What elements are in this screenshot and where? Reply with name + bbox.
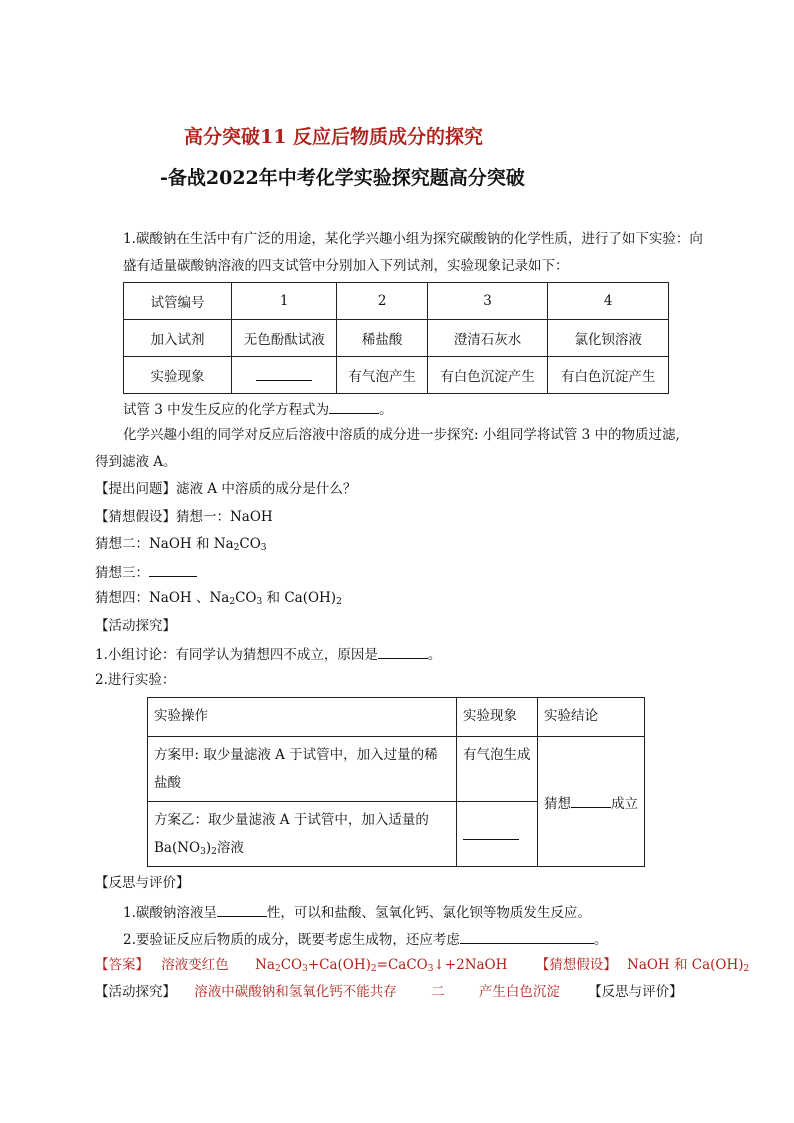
reagent-cell: 无色酚酞试液: [232, 320, 337, 357]
explore-line2: 得到滤液 A。: [95, 454, 177, 470]
discussion-blank[interactable]: [378, 644, 428, 659]
answer-line2: 【活动探究】 溶液中碳酸钠和氢氧化钙不能共存 二 产生白色沉淀 【反思与评价】: [95, 984, 683, 1000]
equation-prompt: 试管 3 中发生反应的化学方程式为 。: [123, 399, 393, 419]
experiment-table: [147, 697, 645, 867]
plan-a-cell: 方案甲: 取少量滤液 A 于试管中，加入过量的稀盐酸: [148, 737, 457, 802]
tube-number: 2: [337, 283, 427, 320]
table-row-header: 试管编号: [124, 283, 232, 320]
page-title: 高分突破11 反应后物质成分的探究: [184, 126, 484, 148]
reagent-cell: 澄清石灰水: [427, 320, 548, 357]
conclusion-cell: 猜想 成立: [538, 737, 645, 867]
reflect-2: 2.要验证反应后物质的成分，既要考虑生成物，还应考虑 。: [123, 929, 607, 949]
plan-b-cell: 方案乙：取少量滤液 A 于试管中，加入适量的 $Ba(NO_3)_2$溶液: [148, 802, 457, 867]
discussion: 1.小组讨论：有同学认为猜想四不成立，原因是 。: [95, 644, 441, 664]
experiment-heading: 2.进行实验：: [95, 672, 176, 688]
tube-number: 4: [548, 283, 669, 320]
table-header: 实验操作: [148, 698, 457, 737]
table-row-header: 加入试剂: [124, 320, 232, 357]
table-row-header: 实验现象: [124, 357, 232, 394]
phenomenon-cell: 有气泡产生: [337, 357, 427, 394]
equation-blank[interactable]: [329, 399, 379, 414]
guess-2: 猜想二：NaOH 和 $Na_2CO_3$: [95, 536, 267, 553]
conclusion-blank[interactable]: [571, 793, 611, 808]
reagent-table: [123, 282, 669, 394]
reflect-2-blank[interactable]: [460, 929, 594, 944]
reagent-cell: 稀盐酸: [337, 320, 427, 357]
table-header: 实验结论: [538, 698, 645, 737]
reflect-1: 1.碳酸钠溶液呈 性，可以和盐酸、氢氧化钙、氯化钡等物质发生反应。: [123, 902, 591, 922]
reflect-1-blank[interactable]: [217, 902, 267, 917]
reagent-cell: 氯化钡溶液: [548, 320, 669, 357]
answer-label: 【答案】: [95, 957, 149, 973]
explore-line1: 化学兴趣小组的同学对反应后溶液中溶质的成分进一步探究: 小组同学将试管 3 中的物质过滤,: [123, 427, 680, 443]
phenomenon-cell: 有白色沉淀产生: [548, 357, 669, 394]
plan-a-result: 有气泡生成: [457, 737, 538, 802]
answer-line1: 【答案】 溶液变红色 $Na_2CO_3+Ca(OH)_2=CaCO_3↓+2NaOH$ 【猜想假设】 NaOH 和 $Ca(OH)_2$: [95, 957, 750, 974]
reflection-heading: 【反思与评价】: [95, 875, 190, 891]
q1-line2: 盛有适量碳酸钠溶液的四支试管中分别加入下列试剂，实验现象记录如下：: [123, 258, 569, 274]
phenomenon-blank[interactable]: [232, 357, 337, 394]
guess-4: 猜想四：NaOH 、$Na_2CO_3$ 和 $Ca(OH)_2$: [95, 590, 342, 607]
q1-line1: 1.碳酸钠在生活中有广泛的用途，某化学兴趣小组为探究碳酸钠的化学性质，进行了如下实验：向: [123, 231, 703, 247]
phenomenon-cell: 有白色沉淀产生: [427, 357, 548, 394]
guess-3-blank[interactable]: [149, 562, 197, 577]
guess-3: 猜想三：: [95, 562, 197, 582]
guess-1: 【猜想假设】猜想一：NaOH: [95, 509, 273, 525]
tube-number: 3: [427, 283, 548, 320]
table-header: 实验现象: [457, 698, 538, 737]
plan-b-result-blank[interactable]: [457, 802, 538, 867]
question: 【提出问题】滤液 A 中溶质的成分是什么？: [95, 481, 357, 497]
page-subtitle: -备战2022年中考化学实验探究题高分突破: [160, 167, 525, 189]
tube-number: 1: [232, 283, 337, 320]
activity-heading: 【活动探究】: [95, 618, 176, 634]
